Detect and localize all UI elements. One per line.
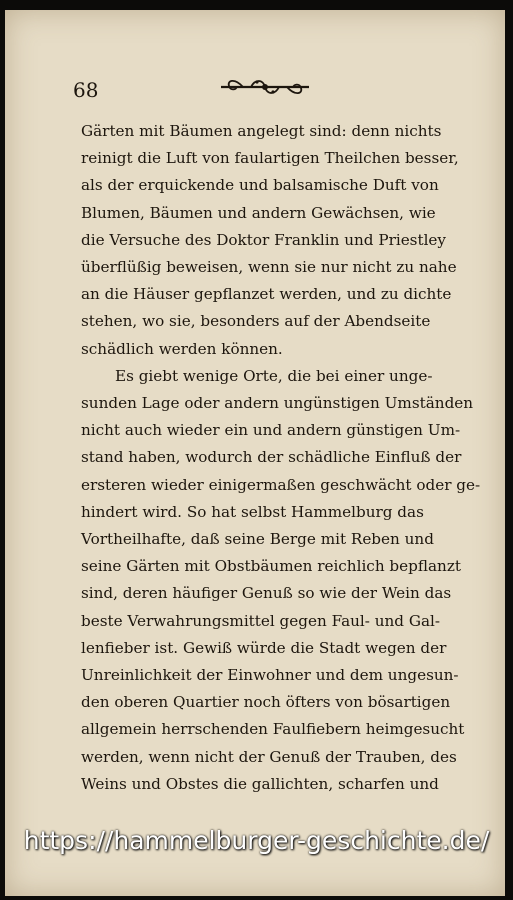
text-line: ersteren wieder einigermaßen geschwächt oder ge-	[81, 475, 481, 494]
text-line: Weins und Obstes die gallichten, scharfen und	[81, 774, 439, 793]
text-line: stand haben, wodurch der schädliche Einfluß der	[81, 448, 462, 467]
text-line: sind, deren häufiger Genuß so wie der Wein das	[81, 584, 452, 603]
body-text	[81, 118, 481, 798]
book-page	[5, 10, 505, 896]
text-line: stehen, wo sie, besonders auf der Abendseite	[81, 312, 431, 331]
text-line: als der erquickende und balsamische Duft von	[81, 176, 439, 195]
paragraph-2	[81, 363, 481, 798]
text-line: die Versuche des Doktor Franklin und Priestley	[81, 230, 447, 249]
paragraph-1	[81, 118, 471, 363]
text-line: den oberen Quartier noch öfters von bösartigen	[81, 693, 451, 712]
text-line: an die Häuser gepflanzet werden, und zu dichte	[81, 285, 452, 304]
text-line: nicht auch wieder ein und andern günstigen Um-	[81, 421, 461, 440]
text-line: seine Gärten mit Obstbäumen reichlich bepflanzt	[81, 557, 461, 576]
text-line: allgemein herrschenden Faulfiebern heimgesucht	[81, 720, 465, 739]
website-watermark: https://hammelburger-geschichte.de/	[23, 826, 490, 855]
text-line: Vortheilhafte, daß seine Berge mit Reben und	[81, 530, 434, 549]
text-line: Es giebt wenige Orte, die bei einer unge-	[115, 366, 433, 385]
text-line: werden, wenn nicht der Genuß der Trauben, des	[81, 747, 457, 766]
text-line: schädlich werden können.	[81, 339, 283, 358]
text-line: Unreinlichkeit der Einwohner und dem ungesun-	[81, 666, 459, 685]
page-number: 68	[73, 78, 99, 102]
decorative-vignette-icon	[217, 76, 313, 98]
text-line: reinigt die Luft von faulartigen Theilchen besser,	[81, 149, 459, 168]
text-line: sunden Lage oder andern ungünstigen Umständen	[81, 394, 474, 413]
text-line: Blumen, Bäumen und andern Gewächsen, wie	[81, 203, 436, 222]
text-line: lenfieber ist. Gewiß würde die Stadt wegen der	[81, 638, 447, 657]
text-line: hindert wird. So hat selbst Hammelburg das	[81, 502, 424, 521]
text-line: beste Verwahrungsmittel gegen Faul- und Gal-	[81, 611, 441, 630]
text-line: überflüßig beweisen, wenn sie nur nicht zu nahe	[81, 258, 457, 277]
text-line: Gärten mit Bäumen angelegt sind: denn nichts	[81, 122, 442, 140]
